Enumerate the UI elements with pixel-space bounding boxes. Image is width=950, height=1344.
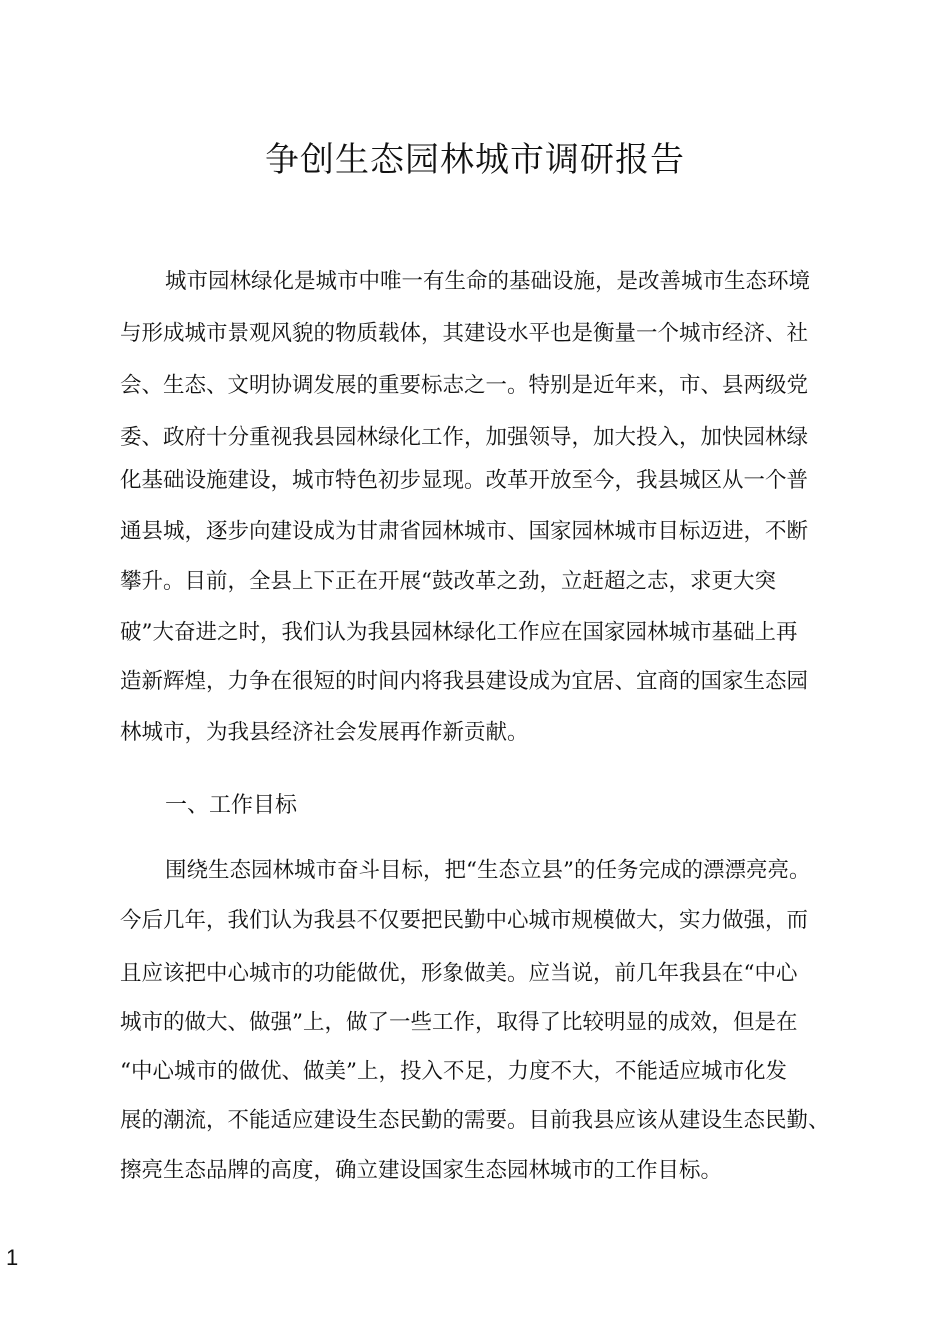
paragraph-1-line-7: 攀升。目前，全县上下正在开展“鼓改革之劲，立赶超之志，求更大突 <box>120 569 776 594</box>
paragraph-2-line-3: 且应该把中心城市的功能做优，形象做美。应当说，前几年我县在“中心 <box>120 961 798 986</box>
paragraph-1-line-9: 造新辉煌，力争在很短的时间内将我县建设成为宜居、宜商的国家生态园 <box>120 669 809 694</box>
paragraph-1-line-5: 化基础设施建设，城市特色初步显现。改革开放至今，我县城区从一个普 <box>120 468 809 493</box>
paragraph-2-line-7: 擦亮生态品牌的高度，确立建设国家生态园林城市的工作目标。 <box>120 1158 723 1183</box>
paragraph-1-line-2: 与形成城市景观风貌的物质载体，其建设水平也是衡量一个城市经济、社 <box>120 321 809 346</box>
paragraph-1-line-1: 城市园林绿化是城市中唯一有生命的基础设施，是改善城市生态环境 <box>165 269 811 294</box>
paragraph-1-line-6: 通县城，逐步向建设成为甘肃省园林城市、国家园林城市目标迈进，不断 <box>120 519 809 544</box>
paragraph-1-line-10: 林城市，为我县经济社会发展再作新贡献。 <box>120 720 529 745</box>
paragraph-1-line-3: 会、生态、文明协调发展的重要标志之一。特别是近年来，市、县两级党 <box>120 373 809 398</box>
section-heading-work-goals: 一、工作目标 <box>165 793 298 818</box>
page-number: 1 <box>6 1245 19 1270</box>
paragraph-2-line-6: 展的潮流，不能适应建设生态民勤的需要。目前我县应该从建设生态民勤、 <box>120 1108 830 1133</box>
paragraph-2-line-1: 围绕生态园林城市奋斗目标，把“生态立县”的任务完成的漂漂亮亮。 <box>165 858 811 883</box>
paragraph-2-line-4: 城市的做大、做强”上，做了一些工作，取得了比较明显的成效，但是在 <box>120 1010 798 1035</box>
paragraph-2-line-2: 今后几年，我们认为我县不仅要把民勤中心城市规模做大，实力做强，而 <box>120 908 809 933</box>
paragraph-1-line-4: 委、政府十分重视我县园林绿化工作，加强领导，加大投入，加快园林绿 <box>120 425 809 450</box>
document-title: 争创生态园林城市调研报告 <box>265 140 685 180</box>
paragraph-1-line-8: 破”大奋进之时，我们认为我县园林绿化工作应在国家园林城市基础上再 <box>120 620 798 645</box>
paragraph-2-line-5: “中心城市的做优、做美”上，投入不足，力度不大，不能适应城市化发 <box>120 1059 787 1084</box>
